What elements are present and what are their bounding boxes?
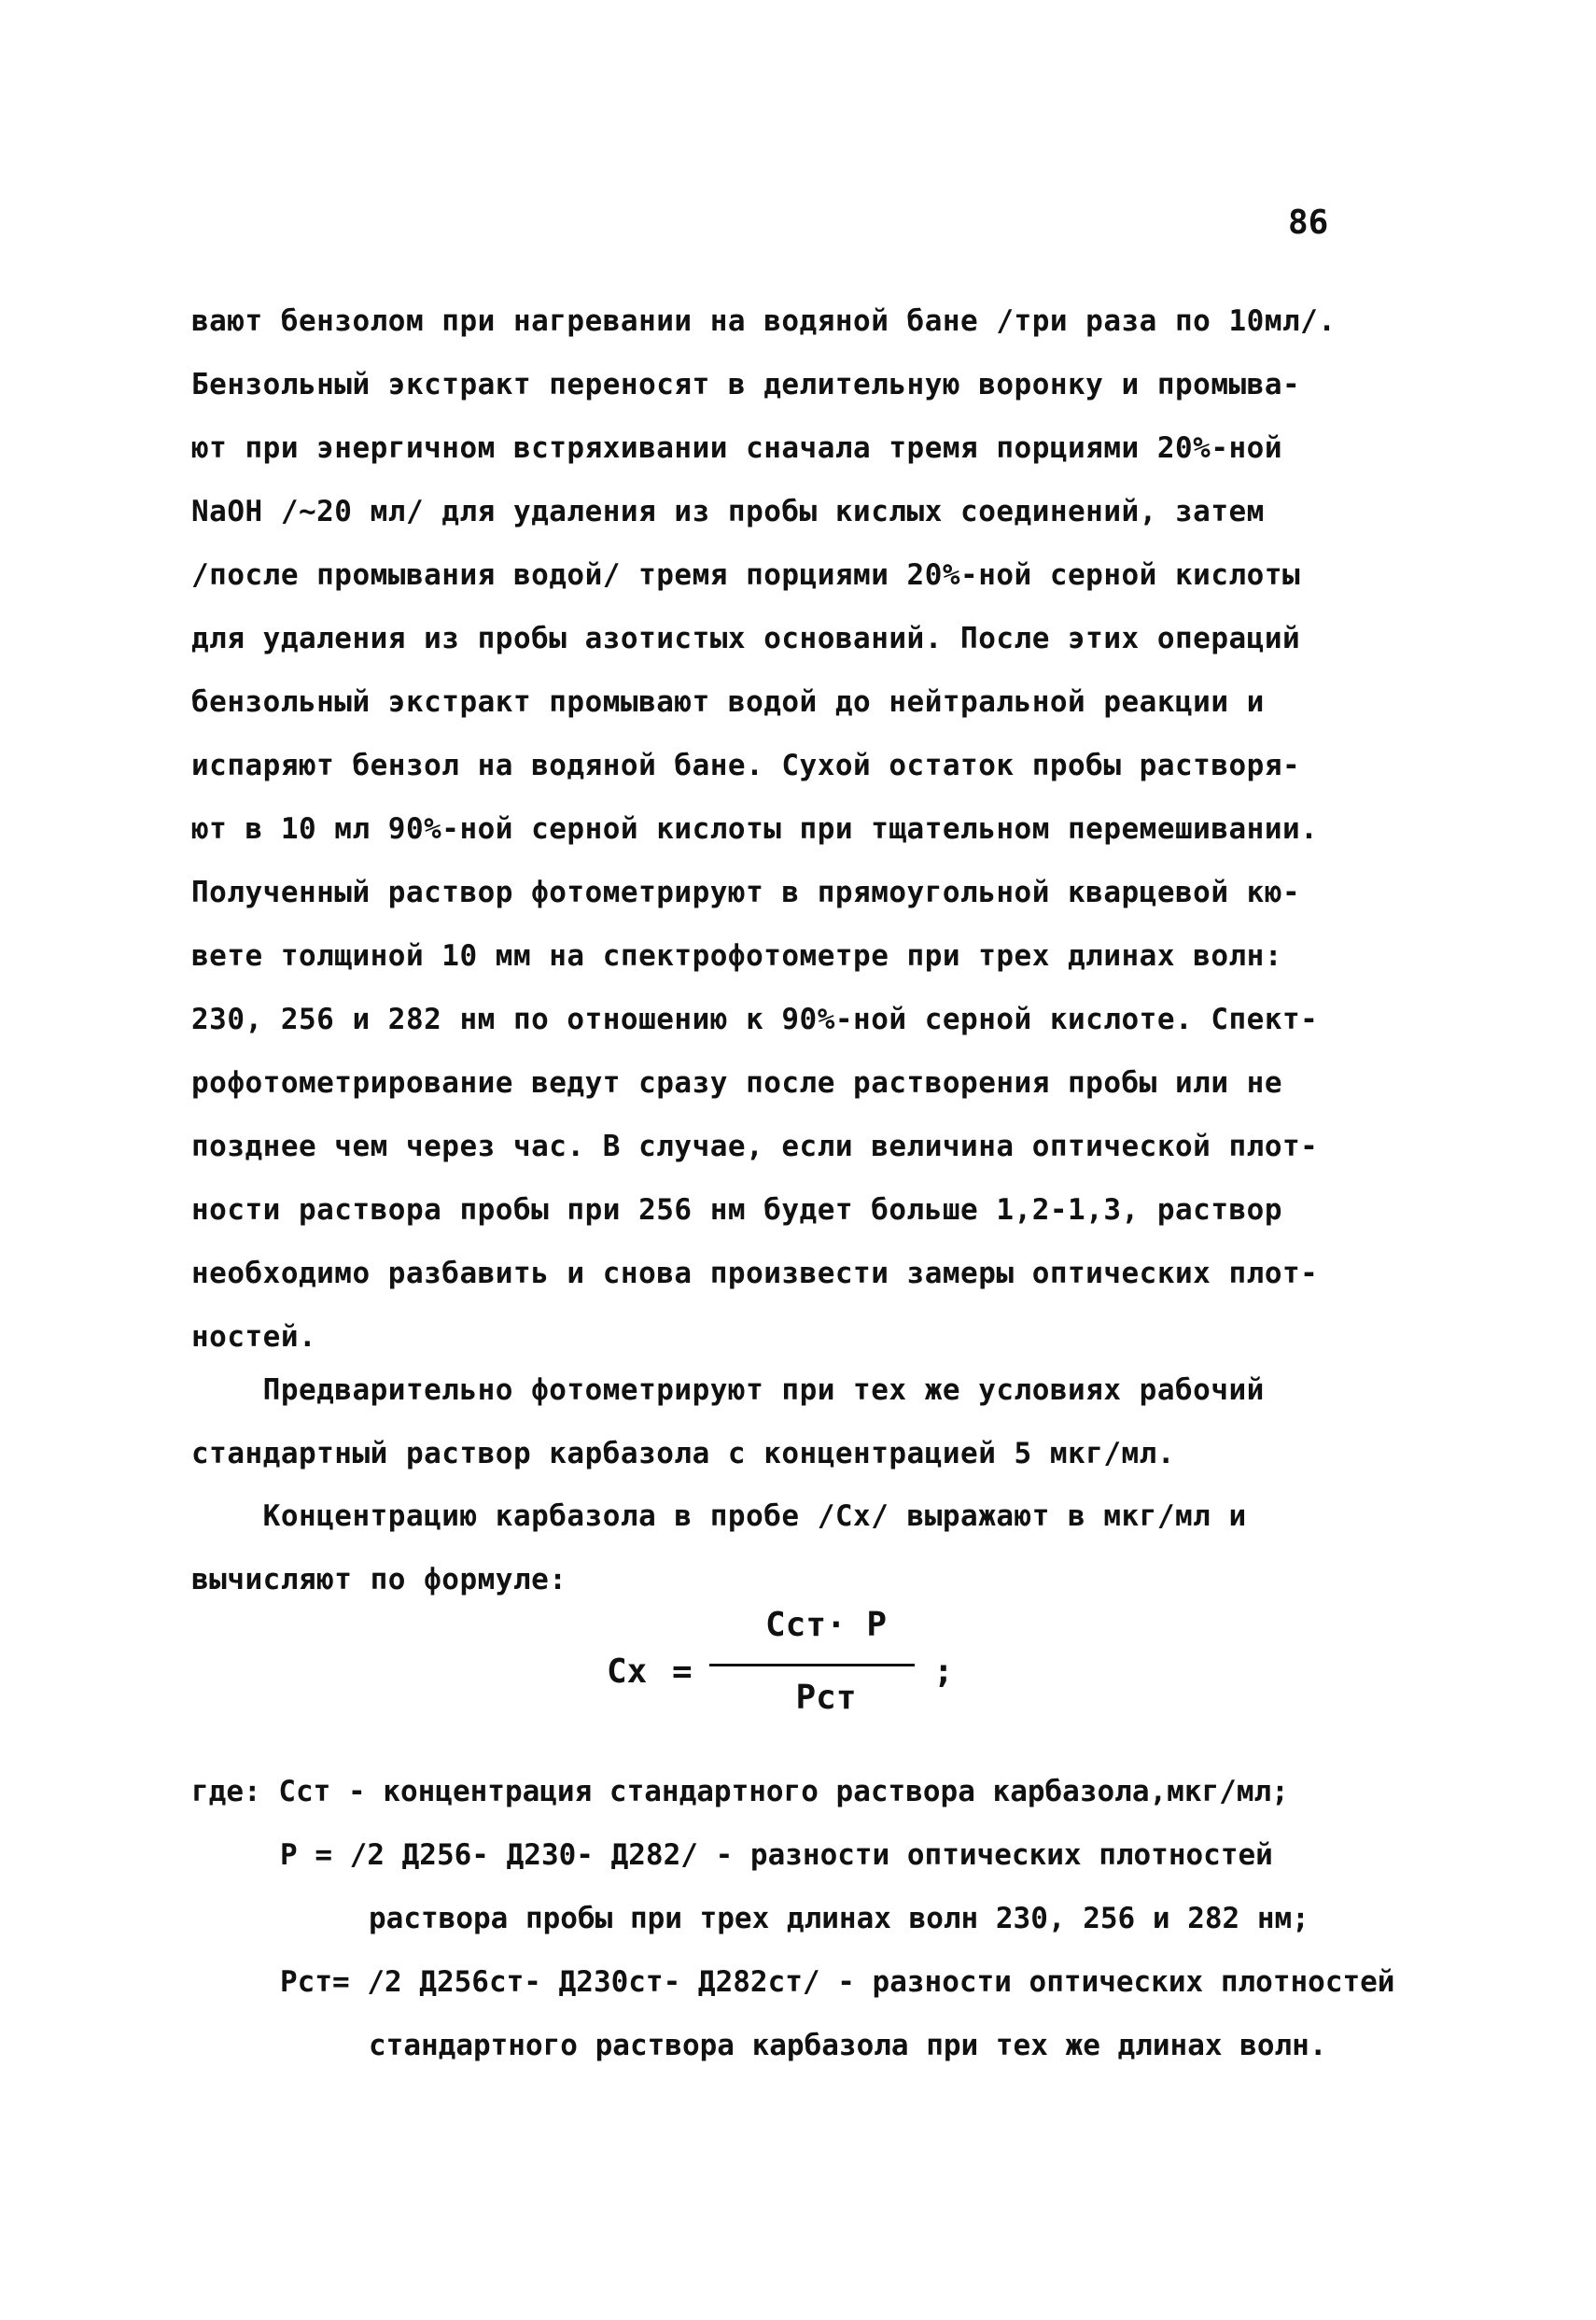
fraction-bar [709,1664,915,1666]
formula-terminator: ; [933,1652,954,1691]
definition-c-st: где: Cст - концентрация стандартного раствора карбазола,мкг/мл; [191,1775,1289,1808]
definition-p: P = /2 Д256- Д230- Д282/ - разности оптических плотностей [280,1838,1273,1872]
definition-p-st: Pст= /2 Д256ст- Д230ст- Д282ст/ - разности оптических плотностей [280,1965,1395,1999]
formula-lhs: Cx [607,1652,648,1691]
definition-p-continued: раствора пробы при трех длинах волн 230, 256 и 282 нм; [369,1902,1309,1935]
page-number: 86 [1288,204,1329,242]
formula-numerator: Cст· P [764,1606,888,1644]
paragraph-standard-solution: Предварительно фотометрируют при тех же условиях рабочий стандартный раствор карбазола с концентрацией 5 мкг/мл. [191,1373,1265,1470]
paragraph-concentration-intro: Концентрацию карбазола в пробе /Cx/ выражают в мкг/мл и вычисляют по формуле: [191,1499,1247,1596]
formula-definitions [191,1760,1433,2077]
concentration-formula [607,1606,961,1746]
paragraph-extraction-procedure: вают бензолом при нагревании на водяной бане /три раза по 10мл/. Бензольный экстракт переносят в делительную воронку и промыва- ют при энергичном встряхивании сначала тремя порциями 20%-ной NaOH /~20 мл/ для удаления из пробы кислых соединений, затем /после промывания водой/ тремя порциями 20%-ной серной кислоты для удаления из пробы азотистых оснований. После этих операций бензольный экстракт промывают водой до нейтральной реакции и испаряют бензол на водяной бане. Сухой остаток пробы растворя- ют в 10 мл 90%-ной серной кислоты при тщательном перемешивании. Полученный раствор фотометрируют в прямоугольной кварцевой кю- вете толщиной 10 мм на спектрофотометре при трех длинах волн: 230, 256 и 282 нм по отношению к 90%-ной серной кислоте. Спект- рофотометрирование ведут сразу после растворения пробы или не позднее чем через час. В случае, если величина оптической плот- ности раствора пробы при 256 нм будет больше 1,2-1,3, раствор необходимо разбавить и снова произвести замеры оптических плот- ностей. [191,304,1337,1354]
formula-equals: = [672,1652,693,1691]
formula-denominator: Pст [795,1679,857,1717]
definition-p-st-continued: стандартного раствора карбазола при тех же длинах волн. [369,2029,1327,2062]
